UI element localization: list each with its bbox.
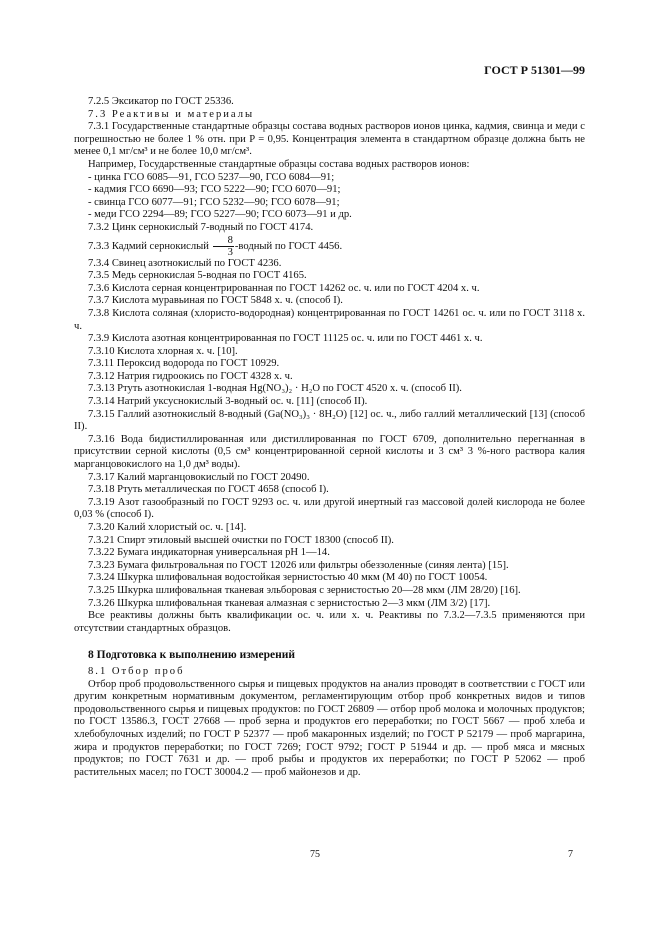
text-line: 7.3.6 Кислота серная концентрированная по ГОСТ 14262 ос. ч. или по ГОСТ 4204 х. ч. xyxy=(88,282,480,294)
text-line: 7.3.12 Натрия гидроокись по ГОСТ 4328 х. ч. xyxy=(88,370,293,382)
text-part: 7.3.3 Кадмий сернокислый xyxy=(88,240,209,252)
text-line: 7.2.5 Эксикатор по ГОСТ 25336. xyxy=(88,96,234,107)
text-line: Например, Государственные стандартные образцы состава водных растворов ионов: xyxy=(88,158,470,170)
text-line: 7.3.7 Кислота муравьиная по ГОСТ 5848 х. ч. (способ I). xyxy=(88,295,343,307)
fraction-denominator: 3 xyxy=(227,246,233,258)
text-line: 7.3.9 Кислота азотная концентрированная по ГОСТ 11125 ос. ч. или по ГОСТ 4461 х. ч. xyxy=(88,333,483,345)
list-item: - меди ГСО 2294—89; ГСО 5227—90; ГСО 6073—91 и др. xyxy=(88,209,352,221)
text-line: 7.3.22 Бумага индикаторная универсальная pH 1—14. xyxy=(88,547,330,559)
page-number-center: 75 xyxy=(310,849,320,860)
subsection-heading: 8.1 Отбор проб xyxy=(88,665,185,677)
text-line: 7.3.18 Ртуть металлическая по ГОСТ 4658 (способ I). xyxy=(88,484,329,496)
text-line: 7.3.5 Медь сернокислая 5-водная по ГОСТ 4165. xyxy=(88,270,307,282)
text-line: 7.3.23 Бумага фильтровальная по ГОСТ 12026 или фильтры обеззоленные (синяя лента) [15]. xyxy=(88,559,509,571)
text-line: 7.3.25 Шкурка шлифовальная тканевая эльборовая с зернистостью 20—28 мкм (ЛМ 28/20) [16]. xyxy=(88,584,521,596)
page-number-right: 7 xyxy=(568,849,573,860)
text-line: 7.3.20 Калий хлористый ос. ч. [14]. xyxy=(88,522,247,533)
list-item: - кадмия ГСО 6690—93; ГСО 5222—90; ГСО 6070—91; xyxy=(88,184,341,196)
text-line: Отбор проб продовольственного сырья и пищевых продуктов на анализ проводят в соответствии с ГОСТ или другим конкретным нормативным документом, регламентирующим отбор проб конкретных видов и типов продовольственного сырья и пищевых продуктов: по ГОСТ 26809 — отбор проб молока и молочных продуктов; по ГОСТ 13586.3, ГОСТ 27668 — проб зерна и продуктов его переработки; по ГОСТ 5667 — проб хлеба и хлебобулочных изделий; по ГОСТ Р 52377 — проб макаронных изделий; по ГОСТ Р 52179 — проб маргарина, жира и продуктов переработки; по ГОСТ 7269; ГОСТ 9792; ГОСТ Р 51944 и др. — проб мяса и мясных продуктов; по ГОСТ 7631 и др. — проб рыбы и продуктов их переработки; по ГОСТ Р 52062 — проб растительных масел; по ГОСТ 30004.2 — проб майонезов и др. xyxy=(74,678,585,778)
subsection-heading: 7.3 Реактивы и материалы xyxy=(88,108,255,120)
text-line: 7.3.2 Цинк сернокислый 7-водный по ГОСТ 4174. xyxy=(88,221,314,233)
fraction-numerator: 8 xyxy=(213,235,234,247)
section-heading: 8 Подготовка к выполнению измерений xyxy=(88,649,295,662)
text-line: 7.3.14 Натрий уксуснокислый 3-водный ос. ч. [11] (способ II). xyxy=(88,396,368,408)
text-line: 7.3.24 Шкурка шлифовальная водостойкая зернистостью 40 мкм (М 40) по ГОСТ 10054. xyxy=(88,572,488,584)
document-header: ГОСТ Р 51301—99 xyxy=(484,63,585,77)
text-line: 7.3.8 Кислота соляная (хлористо-водородная) концентрированная по ГОСТ 14261 ос. ч. или по ГОСТ 3118 х. ч. xyxy=(74,307,585,332)
document-body xyxy=(74,96,585,779)
text-line-with-fraction xyxy=(74,235,585,258)
text-line: 7.3.21 Спирт этиловый высшей очистки по ГОСТ 18300 (способ II). xyxy=(88,534,394,546)
text-line: Все реактивы должны быть квалификации ос. ч. или х. ч. Реактивы по 7.3.2—7.3.5 применяются при отсутствии стандартных образцов. xyxy=(74,610,585,634)
text-line: 7.3.26 Шкурка шлифовальная тканевая алмазная с зернистостью 2—3 мкм (ЛМ 3/2) [17]. xyxy=(88,597,491,609)
list-item: - цинка ГСО 6085—91, ГСО 5237—90, ГСО 6084—91; xyxy=(88,171,335,183)
text-part: -водный по ГОСТ 4456. xyxy=(234,240,343,252)
text-line: 7.3.13 Ртуть азотнокислая 1-водная Hg(NO₃)₂ · H₂O по ГОСТ 4520 х. ч. (способ II). xyxy=(88,383,462,395)
text-line: 7.3.11 Пероксид водорода по ГОСТ 10929. xyxy=(88,358,280,370)
fraction xyxy=(213,235,234,258)
text-line: 7.3.16 Вода бидистиллированная или дистиллированная по ГОСТ 6709, дополнительно перегнанная в присутствии серной кислоты (0,5 см³ концентрированной серной кислоты и 3 см³ 3 %-ного раствора калия марганцовокислого на 1,0 дм³ воды). xyxy=(74,433,585,471)
text-line: 7.3.1 Государственные стандартные образцы состава водных растворов ионов цинка, кадмия, свинца и меди с погрешностью не более 1 % отн. при P = 0,95. Концентрация элемента в стандартном образце должна быть не менее 0,1 мг/см³ и не более 10,0 мг/см³. xyxy=(74,121,585,158)
text-line: 7.3.10 Кислота хлорная х. ч. [10]. xyxy=(88,345,238,357)
text-line: 7.3.15 Галлий азотнокислый 8-водный (Ga(NO₃)₃ · 8H₂O) [12] ос. ч., либо галлий металлический [13] (способ II). xyxy=(74,408,585,433)
text-line: 7.3.19 Азот газообразный по ГОСТ 9293 ос. ч. или другой инертный газ массовой долей кислорода не более 0,03 % (способ I). xyxy=(74,496,585,521)
list-item: - свинца ГСО 6077—91; ГСО 5232—90; ГСО 6078—91; xyxy=(88,196,340,208)
text-line: 7.3.17 Калий марганцовокислый по ГОСТ 20490. xyxy=(88,471,310,483)
text-line: 7.3.4 Свинец азотнокислый по ГОСТ 4236. xyxy=(88,257,282,269)
